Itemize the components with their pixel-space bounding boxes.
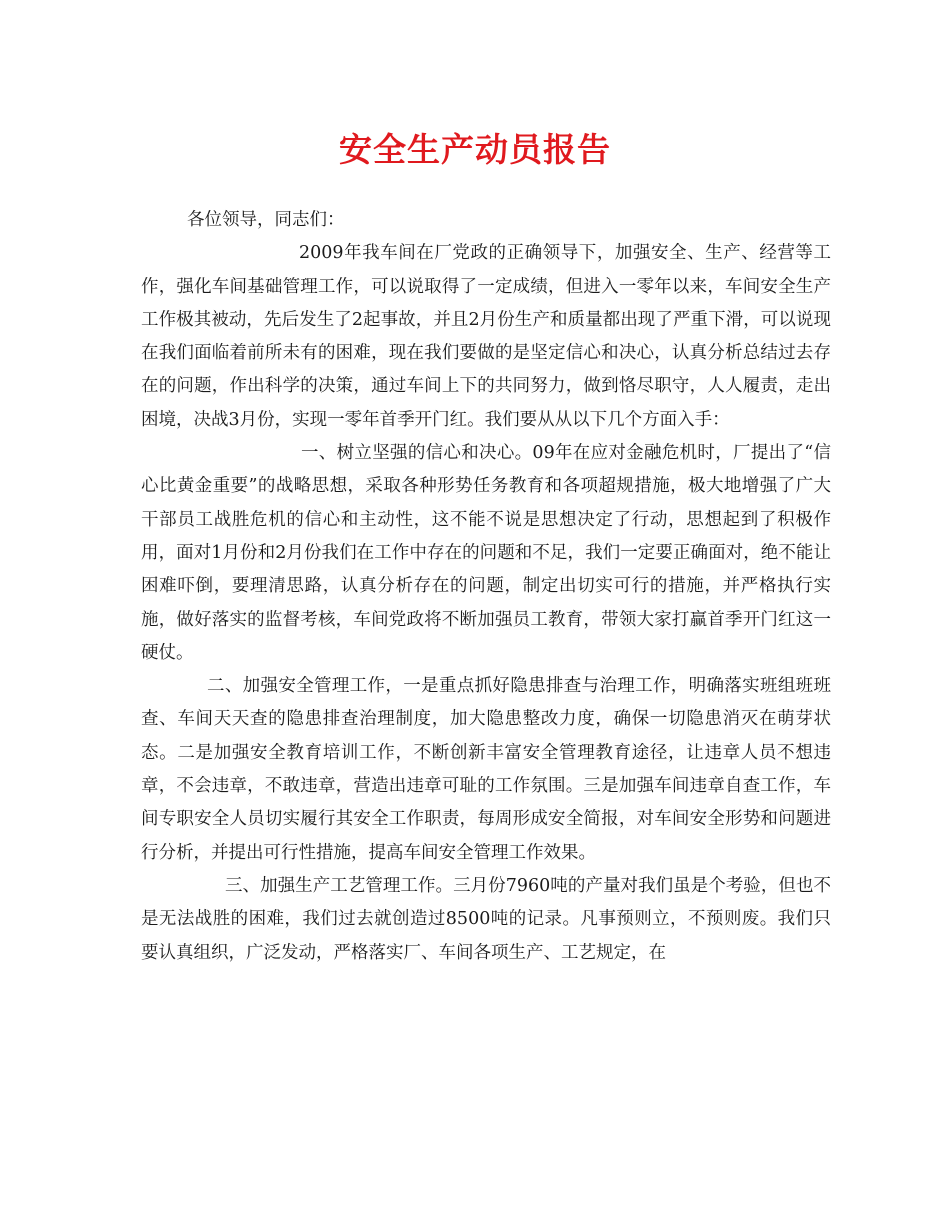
paragraph-intro: 2009年我车间在厂党政的正确领导下，加强安全、生产、经营等工作，强化车间基础管理工作，可以说取得了一定成绩，但进入一零年以来，车间安全生产工作极其被动，先后发生了2起事故，并且2月份生产和质量都出现了严重下滑，可以说现在我们面临着前所未有的困难，现在我们要做的是坚定信心和决心，认真分析总结过去存在的问题，作出科学的决策，通过车间上下的共同努力，做到恪尽职守，人人履责，走出困境，决战3月份，实现一零年首季开门红。我们要从从以下几个方面入手： [141, 243, 831, 430]
greeting-line: 各位领导，同志们： [187, 210, 345, 230]
document-title: 安全生产动员报告 [339, 130, 611, 169]
paragraph-safety-management: 二、加强安全管理工作，一是重点抓好隐患排查与治理工作，明确落实班组班班查、车间天天查的隐患排查治理制度，加大隐患整改力度，确保一切隐患消灭在萌芽状态。二是加强安全教育培训工作，不断创新丰富安全管理教育途径，让违章人员不想违章，不会违章，不敢违章，营造出违章可耻的工作氛围。三是加强车间违章自查工作，车间专职安全人员切实履行其安全工作职责，每周形成安全简报，对车间安全形势和问题进行分析，并提出可行性措施，提高车间安全管理工作效果。 [141, 676, 831, 863]
document-body [141, 204, 831, 970]
paragraph-production-process: 三、加强生产工艺管理工作。三月份7960吨的产量对我们虽是个考验，但也不是无法战胜的困难，我们过去就创造过8500吨的记录。凡事预则立，不预则废。我们只要认真组织，广泛发动，严格落实厂、车间各项生产、工艺规定，在 [141, 875, 831, 963]
paragraph-confidence: 一、树立坚强的信心和决心。09年在应对金融危机时，厂提出了“信心比黄金重要”的战略思想，采取各种形势任务教育和各项超规措施，极大地增强了广大干部员工战胜危机的信心和主动性，这不能不说是思想决定了行动，思想起到了积极作用，面对1月份和2月份我们在工作中存在的问题和不足，我们一定要正确面对，绝不能让困难吓倒，要理清思路，认真分析存在的问题，制定出切实可行的措施，并严格执行实施，做好落实的监督考核，车间党政将不断加强员工教育，带领大家打赢首季开门红这一硬仗。 [141, 443, 831, 663]
